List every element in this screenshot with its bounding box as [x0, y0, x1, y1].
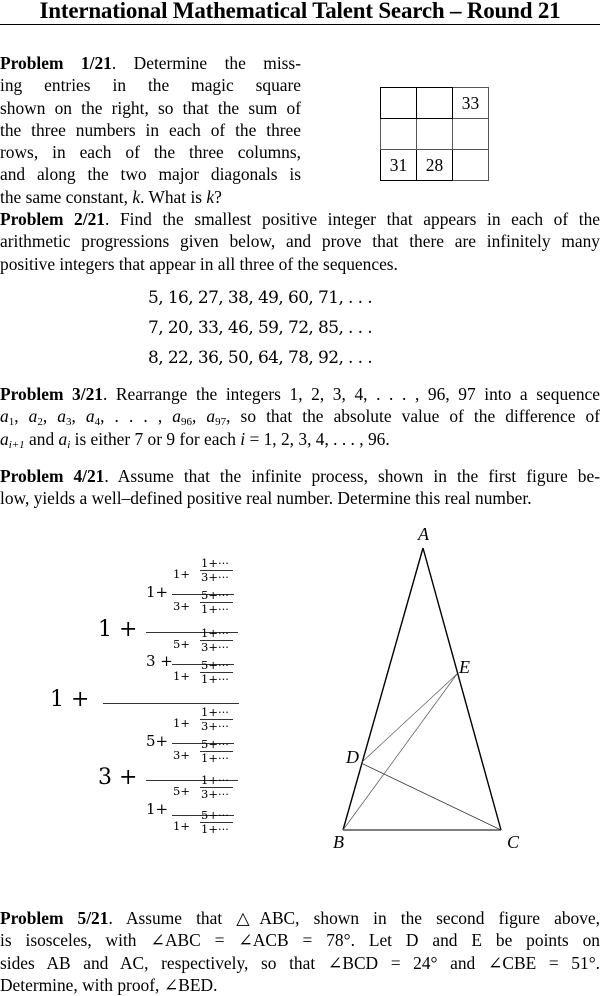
side-ac: [423, 548, 501, 830]
cf-leaf-numerator: 5+···: [201, 737, 229, 751]
problem-4-label: Problem 4/21: [0, 466, 105, 486]
cf-term: 3+: [173, 599, 190, 613]
cf-leaf-numerator: 1+···: [201, 556, 229, 570]
problem-1-text-line: . Determine the miss-: [111, 53, 301, 73]
cf-term: 1+: [146, 583, 169, 601]
problem-5: [0, 907, 600, 996]
segment-de: [361, 674, 457, 763]
problem-1-text-line: and along the two major diagonals is: [0, 164, 301, 185]
problem-1-text-line: the same constant,: [0, 186, 133, 207]
cf-leaf-numerator: 5+···: [201, 588, 229, 602]
problem-1-text-line: the three numbers in each of the three: [0, 119, 301, 140]
problem-4-text-line: low, yields a well–defined positive real number. Determine this real number.: [0, 488, 532, 509]
magic-cell: 33: [453, 88, 489, 119]
problem-3-text-line: . Rearrange the integers 1, 2, 3, 4, . . . , 96, 97 into a sequence: [102, 384, 600, 404]
subscript: 4: [94, 416, 101, 429]
cf-term: 1+: [146, 800, 169, 818]
problem-1-text-line: ?: [214, 186, 222, 207]
cf-term: 3+: [173, 748, 190, 762]
subscript: i: [67, 438, 71, 451]
math-k: k: [206, 186, 215, 207]
magic-cell: 28: [417, 150, 453, 181]
vertex-label-b: B: [333, 832, 344, 852]
problem-1-label: Problem 1/21: [0, 53, 112, 73]
cf-leaf-denominator: 3+···: [201, 787, 229, 801]
problem-4-text-line: . Assume that the infinite process, shown in the first figure be-: [104, 466, 600, 486]
problem-5-label: Problem 5/21: [0, 908, 109, 928]
math-a: a: [57, 406, 66, 427]
sequence: 8, 22, 36, 50, 64, 78, 92, . . .: [148, 348, 373, 368]
cf-leaf-numerator: 5+···: [201, 658, 229, 672]
problem-3-text: and: [24, 428, 59, 449]
problem-3-text: is either 7 or 9 for each: [70, 428, 241, 449]
cf-term: 1 +: [50, 687, 90, 712]
subscript: 2: [37, 416, 43, 429]
sequence: 7, 20, 33, 46, 59, 72, 85, . . .: [148, 318, 373, 338]
cf-leaf-numerator: 1+···: [201, 626, 229, 640]
cf-leaf-numerator: 1+···: [201, 773, 229, 787]
segment-cd: [361, 763, 501, 830]
side-ab: [343, 548, 423, 830]
math-a: a: [0, 406, 9, 427]
page-title: International Mathematical Talent Search – Round 21: [39, 0, 561, 23]
cf-term: 1+: [173, 716, 190, 730]
cf-leaf-numerator: 5+···: [201, 808, 229, 822]
cf-term: 3 +: [98, 765, 138, 790]
problem-1-text-line: . What is: [140, 186, 207, 207]
vertex-label-d: D: [346, 747, 359, 767]
cf-leaf-denominator: 3+···: [201, 640, 229, 654]
problem-3-text: = 1, 2, 3, 4, . . . , 96.: [245, 428, 390, 449]
subscript: i+1: [8, 438, 25, 451]
cf-leaf-denominator: 1+···: [201, 751, 229, 765]
problem-3-text: , so that the absolute value of the difference of: [226, 406, 600, 427]
subscript: 1: [8, 416, 15, 429]
subscript: 96: [180, 416, 192, 429]
cf-term: 1+: [173, 567, 190, 581]
cf-leaf-numerator: 1+···: [201, 705, 229, 719]
cf-term: 3 +: [146, 652, 173, 670]
problem-3: Problem 3/21. Rearrange the integers 1, 2, 3, 4, . . . , 96, 97 into a sequence $a_1$, $a_2$, $a_3$, $a_4$, . . . , $a_{96}$, $a_{97}$, so that the absolute value of the difference of $a_{i+1}$ and $a_i$ is either 7 or 9 for each i = 1, 2, 3, 4, . . . , 96.: [0, 384, 600, 451]
problem-5-text-line: . Assume that △ABC, shown in the second figure above,: [108, 908, 600, 928]
segment-be: [343, 674, 457, 830]
math-i: i: [240, 428, 246, 449]
problem-3-label: Problem 3/21: [0, 384, 103, 404]
cf-leaf-denominator: 3+···: [201, 719, 229, 733]
problem-1-text-line: ing entries in the magic square: [0, 75, 301, 96]
cf-term: 1 +: [98, 617, 138, 642]
vertex-label-e: E: [459, 657, 470, 677]
math-a: a: [85, 406, 95, 427]
math-a: a: [0, 428, 9, 449]
problem-1-text-line: rows, in each of the three columns,: [0, 142, 301, 163]
vertex-label-a: A: [418, 524, 429, 544]
cf-leaf-denominator: 1+···: [201, 822, 229, 836]
vertex-label-c: C: [507, 832, 520, 852]
sequence: 5, 16, 27, 38, 49, 60, 71, . . .: [148, 288, 373, 308]
problem-2-text-line: . Find the smallest positive integer that appears in each of the: [104, 209, 600, 229]
problem-1-text-line: shown on the right, so that the sum of: [0, 97, 301, 118]
cf-term: 1+: [173, 669, 190, 683]
magic-cell: 31: [381, 150, 417, 181]
cf-term: 5+: [173, 637, 190, 651]
cf-term: 5+: [146, 732, 169, 750]
math-a: a: [206, 406, 216, 427]
problem-5-text-line: sides AB and AC, respectively, so that ∠BCD = 24° and ∠CBE = 51°.: [0, 952, 600, 973]
math-k: k: [132, 186, 141, 207]
subscript: 97: [215, 416, 227, 429]
math-a: a: [58, 428, 68, 449]
cf-leaf-denominator: 3+···: [201, 570, 229, 584]
cf-leaf-denominator: 1+···: [201, 672, 229, 686]
problem-2-text-line: positive integers that appear in all three of the sequences.: [0, 253, 398, 274]
problem-2-text-line: arithmetic progressions given below, and prove that there are infinitely many: [0, 231, 600, 252]
problem-5-text-line: is isosceles, with ∠ABC = ∠ACB = 78°. Let D and E be points on: [0, 930, 600, 951]
problem-3-text: , . . . ,: [100, 406, 173, 427]
subscript: 3: [65, 416, 72, 429]
cf-leaf-denominator: 1+···: [201, 602, 229, 616]
problem-2-label: Problem 2/21: [0, 209, 105, 229]
cf-term: 1+: [173, 819, 190, 833]
problem-5-text-line: Determine, with proof, ∠BED.: [0, 974, 218, 995]
math-a: a: [28, 406, 38, 427]
math-a: a: [172, 406, 181, 427]
cf-term: 5+: [173, 784, 190, 798]
